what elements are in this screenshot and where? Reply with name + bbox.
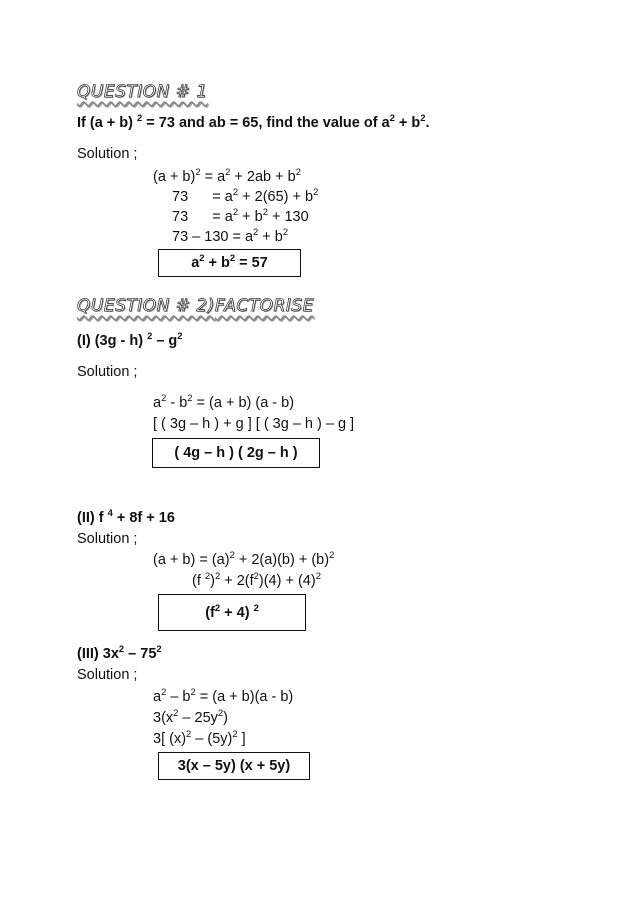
part-2-problem [77,507,175,526]
math-text: = (a + b)(a - b) [195,689,294,705]
superscript: 2 [137,112,143,124]
math-line [192,570,321,589]
superscript: 2 [204,570,211,582]
superscript: 2 [253,570,259,582]
math-text: (f [205,604,215,621]
math-text: 3[ (x) [153,731,187,747]
part-3-problem [77,643,162,662]
superscript: 2 [161,686,167,698]
superscript: 2 [329,549,335,561]
math-text: + 8f + 16 [112,510,175,526]
math-line [172,186,319,205]
superscript: 2 [156,643,162,655]
math-text: – 75 [124,646,157,662]
superscript: 2 [282,226,289,238]
math-line [153,166,301,185]
superscript: 2 [315,570,321,582]
factorise-heading: FACTORISE [215,296,314,316]
math-text: + 4) [220,604,254,621]
superscript: 2 [161,392,167,404]
solution-label: Solution ; [77,364,138,380]
math-text: (a + b) = (a) [153,552,230,568]
math-text: a [153,395,162,411]
math-line [153,549,335,568]
math-text: = a [200,169,226,185]
math-text: 73 = a [172,189,233,205]
math-text: ] [237,731,246,747]
superscript: 2 [253,226,259,238]
superscript: 2 [229,549,235,561]
solution-label: Solution ; [77,667,138,683]
answer-box [152,438,320,468]
superscript: 4 [107,507,113,519]
superscript: 2 [232,206,239,218]
math-line [153,416,354,432]
answer-box [158,594,306,631]
math-text: a [191,255,200,271]
superscript: 2 [313,186,319,198]
math-text: = (a + b) (a - b) [192,395,295,411]
math-text: + 2(65) + b [238,189,314,205]
superscript: 2 [232,728,238,740]
answer-box [158,249,301,277]
math-line [153,728,246,747]
superscript: 2 [262,206,268,218]
superscript: 2 [118,643,125,655]
math-text: = 57 [235,255,268,271]
math-text: + 2ab + b [230,169,296,185]
math-text: (I) (3g - h) [77,333,148,349]
math-text: + b [258,229,283,245]
answer-box [158,752,310,780]
math-text: )(4) + (4) [258,573,316,589]
math-text: – b [166,689,191,705]
math-text: = 73 and ab = 65, find the value of a [142,115,390,131]
math-text: + 130 [267,209,309,225]
math-line [172,226,289,245]
math-text: If (a + b) [77,115,138,131]
solution-label: Solution ; [77,146,138,162]
math-text: (f [192,573,205,589]
math-text: . [425,115,430,131]
superscript: 2 [173,707,179,719]
superscript: 2 [229,252,236,264]
math-text: ( 4g – h ) ( 2g – h ) [174,445,298,461]
superscript: 2 [253,601,259,613]
question-2-heading: QUESTION # 2) [77,296,215,316]
superscript: 2 [187,392,193,404]
question-1-heading: QUESTION # 1 [77,82,208,102]
math-text: ) [223,710,228,726]
math-text: (III) 3x [77,646,119,662]
math-text: ) [210,573,215,589]
superscript: 2 [232,186,239,198]
math-line [172,206,309,225]
math-text: – g [152,333,178,349]
part-1-problem [77,330,183,349]
superscript: 2 [199,252,205,264]
math-text: + b [394,115,421,131]
superscript: 2 [177,330,183,342]
superscript: 2 [295,166,301,178]
math-text: 3(x [153,710,174,726]
math-line [153,392,295,411]
superscript: 2 [186,728,192,740]
answer-text [174,445,297,461]
math-text: a [153,689,162,705]
math-text: (II) f [77,510,108,526]
math-text: – 25y [178,710,218,726]
superscript: 2 [420,112,426,124]
superscript: 2 [214,601,221,613]
math-text: + 2(a)(b) + (b) [234,552,330,568]
math-text: + 2(f [220,573,254,589]
math-text: 73 – 130 = a [172,229,254,245]
math-text: 3(x – 5y) (x + 5y) [177,758,291,774]
solution-label: Solution ; [77,531,138,547]
superscript: 2 [225,166,231,178]
math-text: (a + b) [153,169,196,185]
math-text: [ ( 3g – h ) + g ] [ ( 3g – h ) – g ] [153,416,355,432]
question-1-problem [77,112,430,131]
answer-text [191,252,268,271]
math-text: – (5y) [191,731,233,747]
math-text: + b [238,209,263,225]
math-text: + b [204,255,230,271]
superscript: 2 [389,112,395,124]
superscript: 2 [190,686,196,698]
superscript: 2 [217,707,224,719]
superscript: 2 [195,166,201,178]
math-line [153,707,228,726]
superscript: 2 [147,330,153,342]
math-line [153,686,294,705]
answer-text [205,601,259,621]
answer-text [178,758,290,774]
math-text: 73 = a [172,209,233,225]
math-text: - b [166,395,188,411]
superscript: 2 [214,570,221,582]
